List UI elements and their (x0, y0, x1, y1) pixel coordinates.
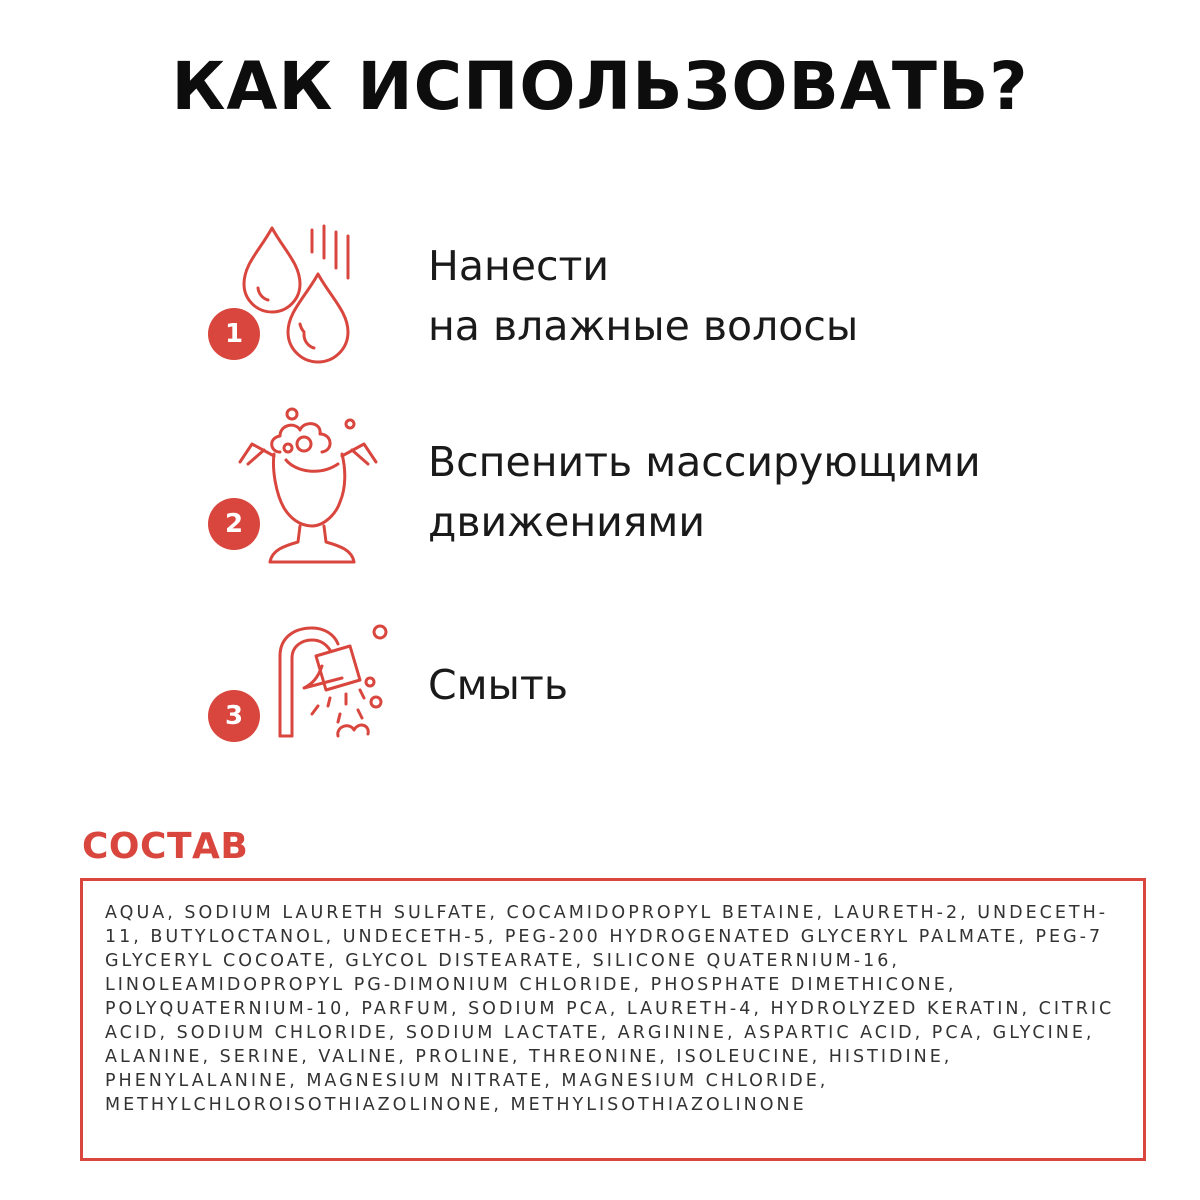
step-instruction-line: Смыть (428, 661, 568, 709)
composition-heading: СОСТАВ (82, 826, 249, 867)
step-instruction (428, 432, 981, 552)
page-title: КАК ИСПОЛЬЗОВАТЬ? (171, 48, 1029, 125)
step-number-badge: 3 (208, 690, 260, 742)
step-instruction-line: движениями (428, 498, 706, 546)
step-instruction-line: Нанести (428, 242, 610, 290)
step-number-badge: 2 (208, 498, 260, 550)
composition-box (80, 878, 1146, 1161)
composition-text: AQUA, SODIUM LAURETH SULFATE, COCAMIDOPROPYL BETAINE, LAURETH-2, UNDECETH-11, BUTYLOCTANOL, UNDECETH-5, PEG-200 HYDROGENATED GLYCERYL PALMATE, PEG-7 GLYCERYL COCOATE, GLYCOL DISTEARATE, SILICONE QUATERNIUM-16, LINOLEAMIDOPROPYL PG-DIMONIUM CHLORIDE, PHOSPHATE DIMETHICONE, POLYQUATERNIUM-10, PARFUM, SODIUM PCA, LAURETH-4, HYDROLYZED KERATIN, CITRIC ACID, SODIUM CHLORIDE, SODIUM LACTATE, ARGININE, ASPARTIC ACID, PCA, GLYCINE, ALANINE, SERINE, VALINE, PROLINE, THREONINE, ISOLEUCINE, HISTIDINE, PHENYLALANINE, MAGNESIUM NITRATE, MAGNESIUM CHLORIDE, METHYLCHLOROISOTHIAZOLINONE, METHYLISOTHIAZOLINONE (105, 903, 1115, 1115)
step-instruction (428, 655, 568, 715)
step-instruction (428, 236, 858, 356)
step-number-badge: 1 (208, 308, 260, 360)
step-instruction-line: на влажные волосы (428, 302, 859, 350)
step-instruction-line: Вспенить массирующими (428, 438, 981, 486)
